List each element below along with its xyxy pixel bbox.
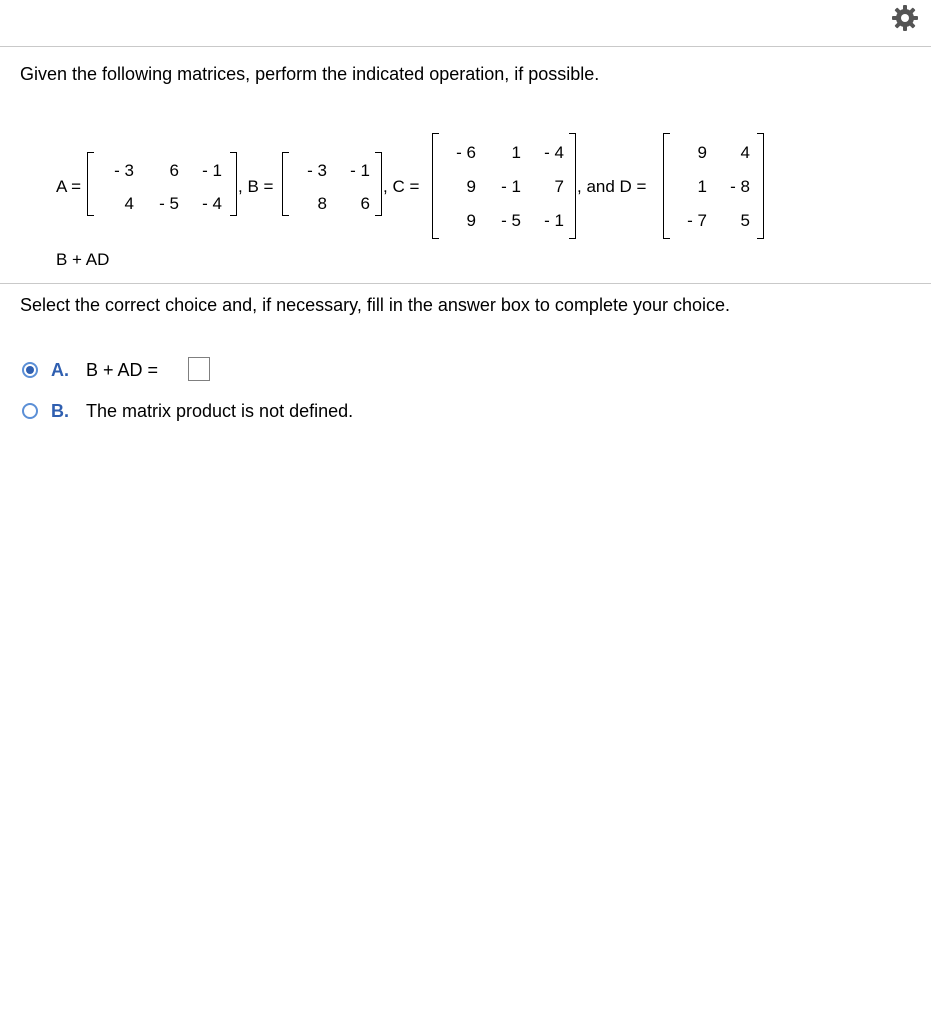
choice-a-letter: A.	[51, 360, 69, 380]
right-bracket	[569, 133, 576, 239]
matrix-a	[87, 152, 237, 216]
matrix-cell: 9	[466, 177, 476, 196]
matrix-a-label: A =	[56, 177, 82, 196]
section-divider	[0, 283, 931, 284]
matrix-cell: - 1	[544, 211, 564, 230]
operation-label: B + AD	[56, 250, 110, 269]
right-bracket	[230, 152, 237, 216]
matrix-cell: - 8	[730, 177, 750, 196]
matrix-cell: - 3	[307, 161, 327, 180]
left-bracket	[432, 133, 439, 239]
matrix-cell: - 1	[501, 177, 521, 196]
left-bracket	[282, 152, 289, 216]
matrix-cell: 1	[511, 143, 521, 162]
left-bracket	[663, 133, 670, 239]
matrix-cell: 6	[169, 161, 179, 180]
answer-box[interactable]	[188, 357, 210, 381]
right-bracket	[757, 133, 764, 239]
matrix-cell: 7	[554, 177, 564, 196]
left-bracket	[87, 152, 94, 216]
matrix-cell: 5	[740, 211, 750, 230]
choice-b-letter: B.	[51, 401, 69, 421]
question-prompt: Given the following matrices, perform the indicated operation, if possible.	[20, 64, 600, 84]
matrix-cell: - 5	[501, 211, 521, 230]
matrix-cell: 9	[697, 143, 707, 162]
matrix-cell: 4	[740, 143, 750, 162]
matrix-d-label: , and D =	[577, 177, 647, 196]
matrix-cell: 9	[466, 211, 476, 230]
choice-b[interactable]	[22, 401, 422, 425]
top-divider	[0, 46, 931, 47]
matrix-cell: - 1	[350, 161, 370, 180]
matrix-cell: - 7	[687, 211, 707, 230]
matrix-b	[282, 152, 382, 216]
choice-a[interactable]	[22, 360, 222, 384]
matrix-cell: 6	[360, 194, 370, 213]
matrix-d	[663, 133, 764, 239]
choice-b-radio[interactable]	[22, 403, 38, 419]
gear-icon[interactable]	[889, 2, 921, 34]
matrix-cell: - 6	[456, 143, 476, 162]
matrix-c	[432, 133, 576, 239]
matrix-cell: - 4	[544, 143, 564, 162]
matrix-b-label: , B =	[238, 177, 274, 196]
choice-b-text: The matrix product is not defined.	[86, 401, 354, 421]
matrix-cell: 1	[697, 177, 707, 196]
choice-a-text: B + AD =	[86, 360, 159, 380]
matrix-cell: 4	[124, 194, 134, 213]
matrix-cell: - 4	[202, 194, 222, 213]
matrix-cell: - 1	[202, 161, 222, 180]
right-bracket	[375, 152, 382, 216]
matrix-cell: - 3	[114, 161, 134, 180]
matrix-cell: - 5	[159, 194, 179, 213]
instruction-text: Select the correct choice and, if necessary, fill in the answer box to complete your choice.	[20, 295, 731, 315]
matrix-c-label: , C =	[383, 177, 420, 196]
matrix-cell: 8	[317, 194, 327, 213]
choice-a-radio[interactable]	[22, 362, 38, 378]
